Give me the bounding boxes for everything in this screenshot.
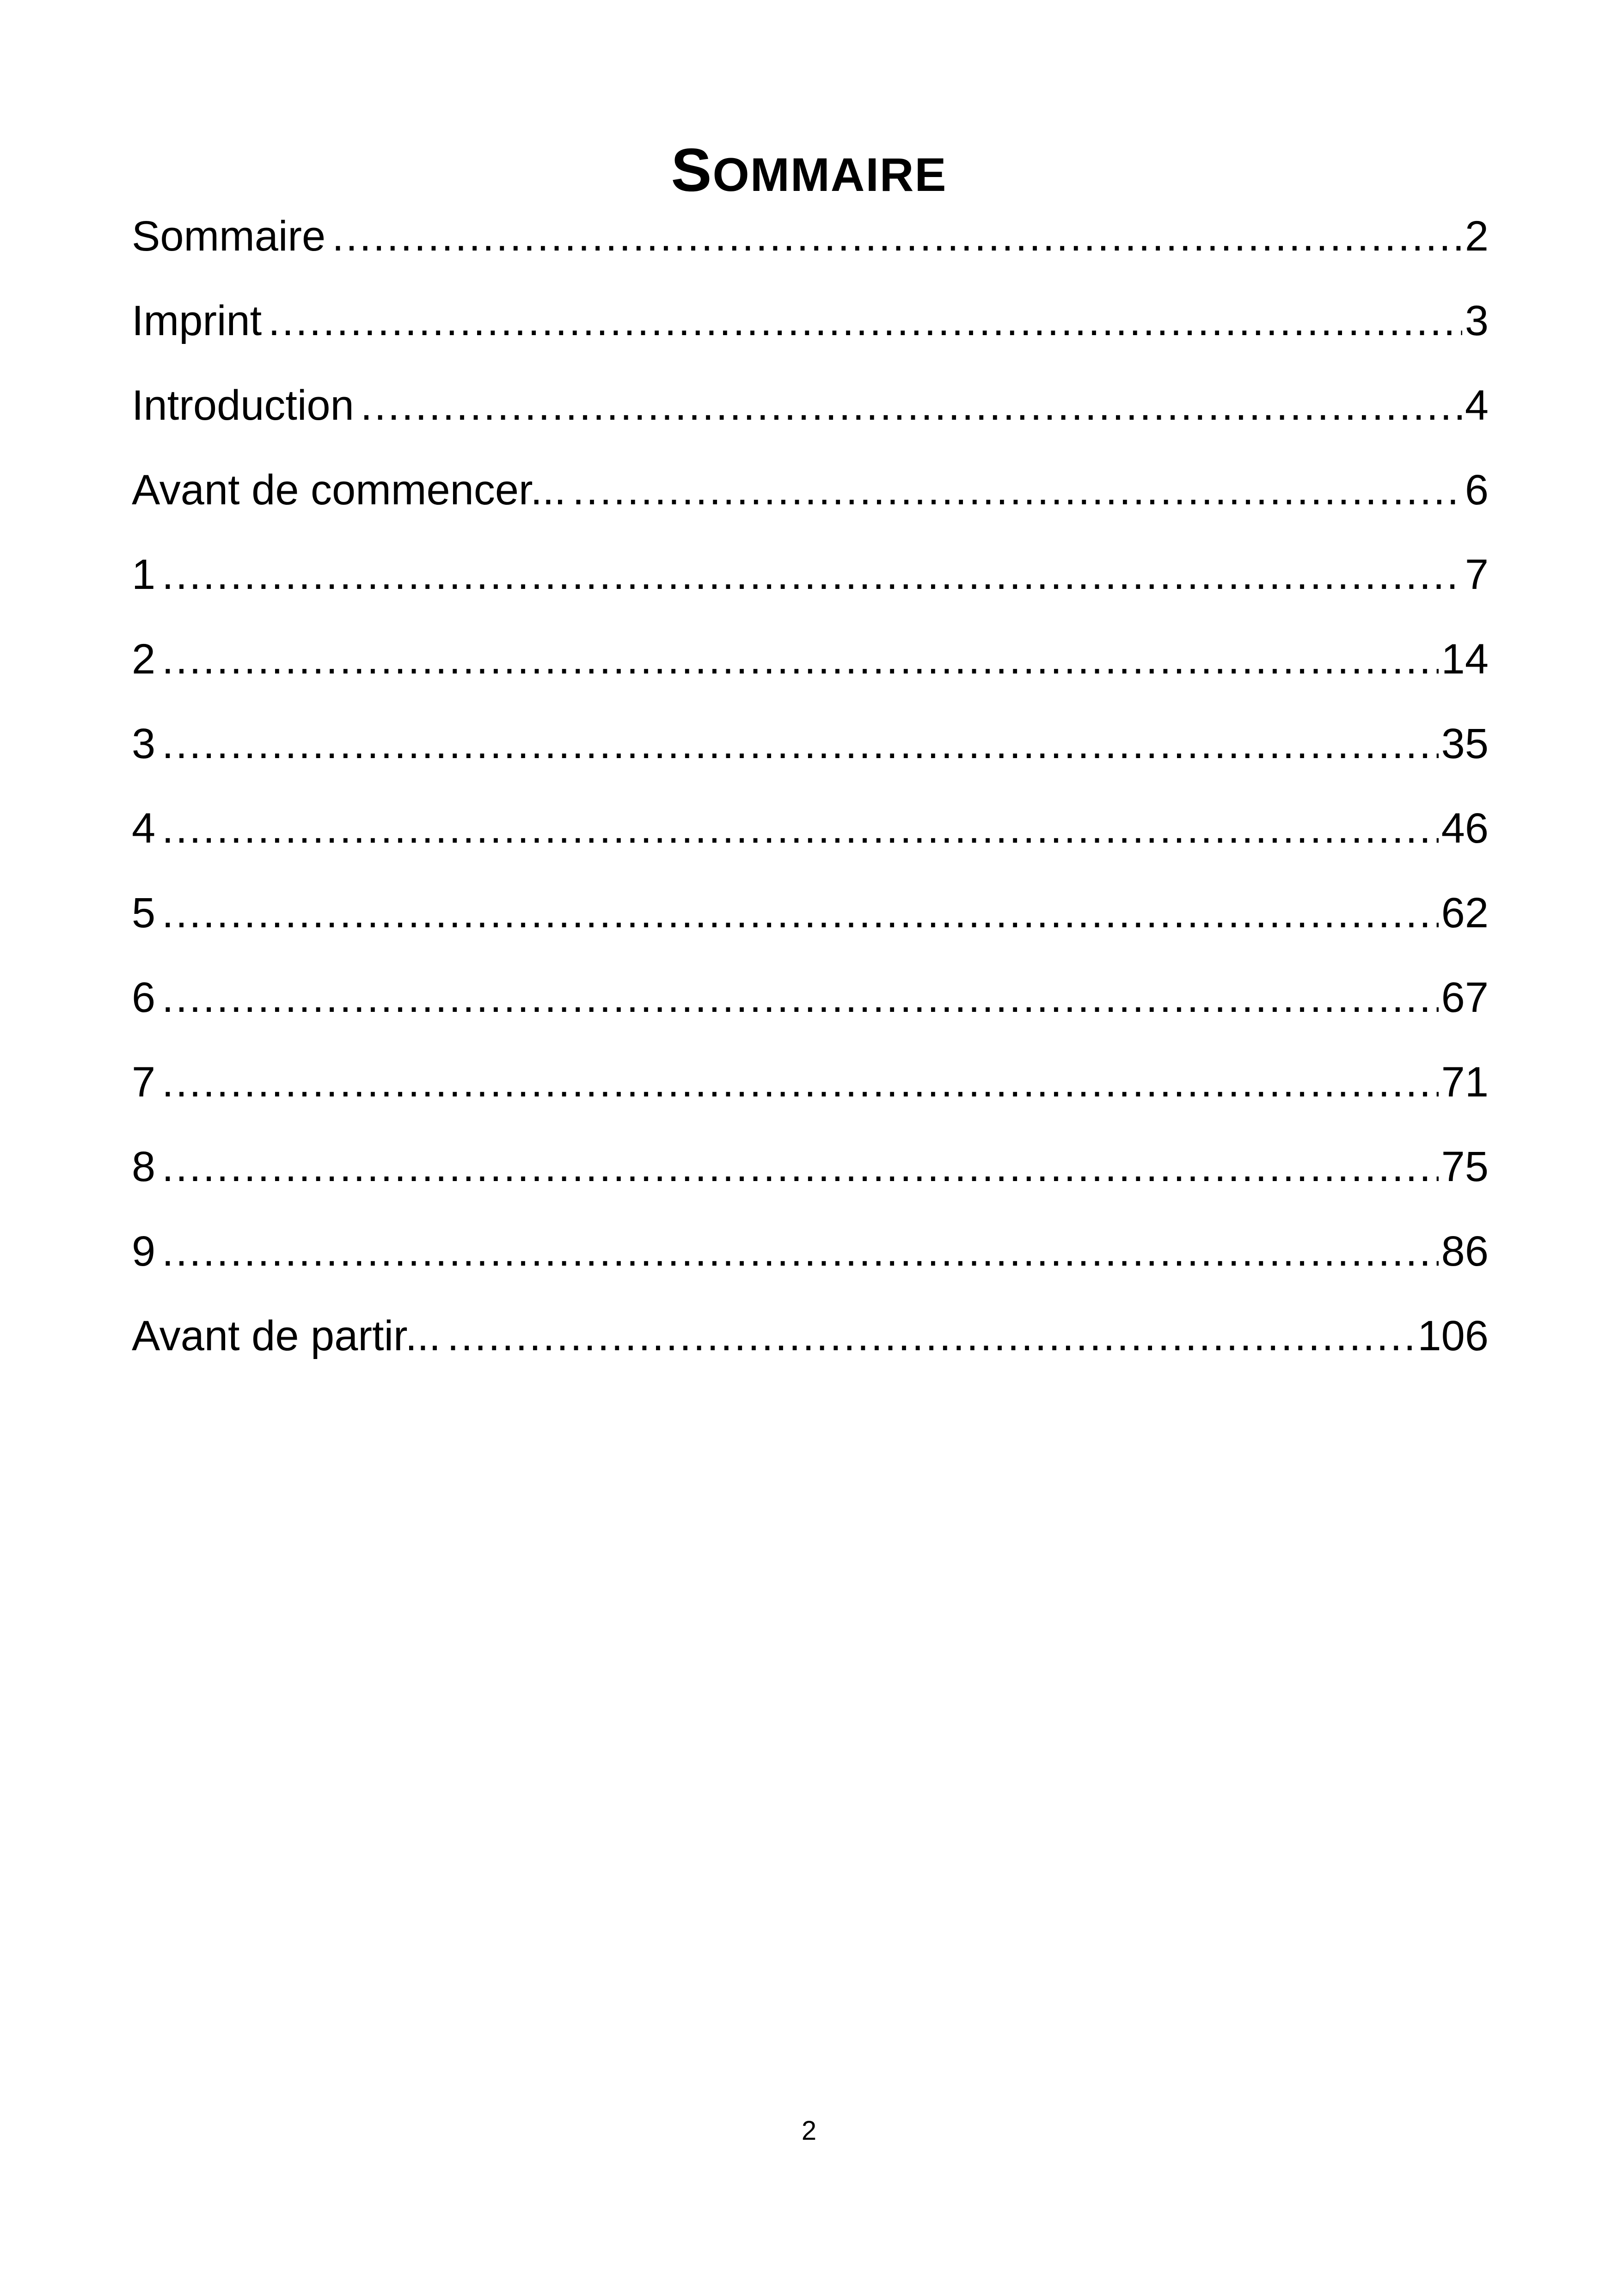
toc-entry[interactable] [132,279,1489,363]
toc-entry-page: 106 [1415,1294,1489,1378]
toc-entry-label: 7 [132,1040,162,1125]
title-first-letter: S [671,136,713,204]
toc-entry[interactable] [132,1294,1489,1378]
toc-entry-label: Sommaire [132,194,332,279]
toc-leader-dots [162,533,1462,617]
toc-entry-page: 35 [1439,702,1489,786]
toc-entry[interactable] [132,617,1489,702]
toc-entry[interactable] [132,871,1489,955]
toc-entry-label: 6 [132,955,162,1040]
toc-entry-label: 2 [132,617,162,702]
toc-entry-page: 75 [1439,1125,1489,1209]
toc-leader-dots [162,617,1438,702]
toc-leader-dots [162,1125,1438,1209]
toc-leader-dots [268,279,1462,363]
toc-entry[interactable] [132,448,1489,533]
toc-entry-label: 8 [132,1125,162,1209]
toc-entry-label: 9 [132,1209,162,1294]
toc-entry[interactable] [132,786,1489,871]
toc-entry-page: 6 [1462,448,1489,533]
toc-entry-page: 67 [1439,955,1489,1040]
toc-entry-label: 5 [132,871,162,955]
toc-entry-label: 1 [132,533,162,617]
toc-entry-page: 86 [1439,1209,1489,1294]
footer-page-number: 2 [801,2116,817,2146]
toc-entry[interactable] [132,1040,1489,1125]
toc-entry-label: Avant de partir... [132,1294,447,1378]
toc-entry[interactable] [132,1125,1489,1209]
toc-entry-page: 7 [1462,533,1489,617]
toc-entry-page: 46 [1439,786,1489,871]
toc-entry-label: Introduction [132,363,361,448]
toc-leader-dots [162,871,1438,955]
toc-entry-label: 4 [132,786,162,871]
toc-entry[interactable] [132,363,1489,448]
toc-leader-dots [361,363,1462,448]
toc-leader-dots [162,1040,1438,1125]
title-rest: OMMAIRE [712,148,947,202]
toc-entry[interactable] [132,1209,1489,1294]
toc-entry-page: 62 [1439,871,1489,955]
toc-entry-page: 2 [1462,194,1489,279]
toc-entry-page: 3 [1462,279,1489,363]
toc-entry[interactable] [132,702,1489,786]
toc-leader-dots [447,1294,1415,1378]
toc-entry-label: 3 [132,702,162,786]
toc-leader-dots [162,786,1438,871]
table-of-contents [132,194,1489,1378]
toc-entry[interactable] [132,533,1489,617]
toc-leader-dots [572,448,1462,533]
toc-leader-dots [162,702,1438,786]
toc-leader-dots [162,1209,1438,1294]
toc-entry-label: Avant de commencer... [132,448,572,533]
toc-entry-page: 4 [1462,363,1489,448]
toc-entry[interactable] [132,194,1489,279]
toc-leader-dots [332,194,1462,279]
toc-entry-label: Imprint [132,279,268,363]
toc-leader-dots [162,955,1438,1040]
toc-entry-page: 14 [1439,617,1489,702]
toc-entry-page: 71 [1439,1040,1489,1125]
toc-entry[interactable] [132,955,1489,1040]
